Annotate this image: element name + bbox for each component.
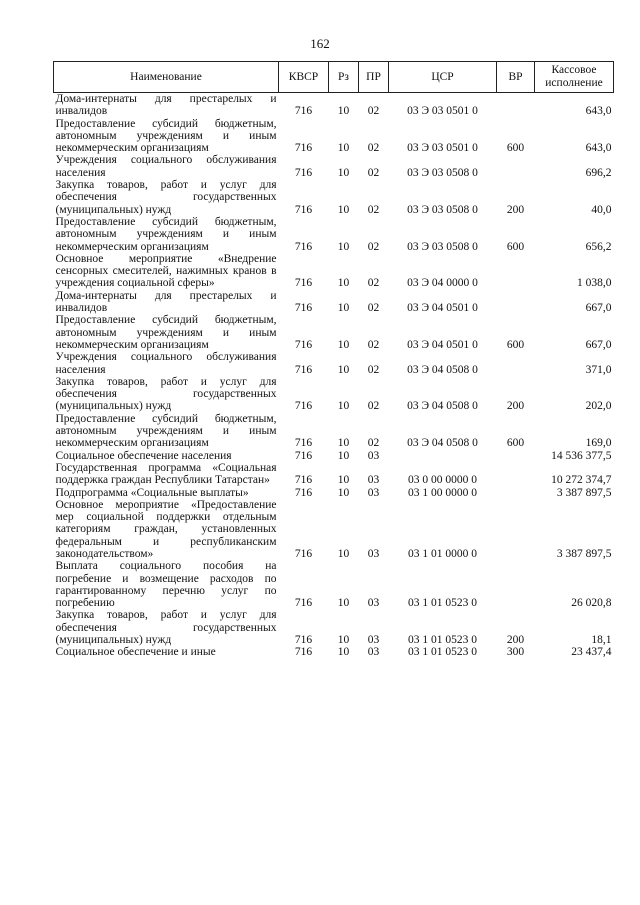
table-row xyxy=(54,118,614,155)
cell-vr xyxy=(497,351,535,376)
cell-name: Предоставление субсидий бюджетным, автономным учреждениям и иным некоммерческим организациям xyxy=(55,215,277,253)
cell-kvsr: 716 xyxy=(294,400,313,413)
cell-name: Социальное обеспечение и иные xyxy=(55,646,216,659)
header-vr: ВР xyxy=(497,62,535,93)
cell-name: Выплата социального пособия на погребение и возмещение расходов по гарантированному перечню услуг по погребению xyxy=(55,560,277,610)
cell-pr: 03 xyxy=(367,597,380,610)
table-row xyxy=(54,93,614,118)
cell-vr xyxy=(497,499,535,560)
cell-vr xyxy=(497,560,535,609)
cell-name: Предоставление субсидий бюджетным, автономным учреждениям и иным некоммерческим организациям xyxy=(55,314,277,351)
cell-kvsr: 716 xyxy=(294,634,313,647)
cell-vr xyxy=(497,290,535,315)
cell-kvsr: 716 xyxy=(294,240,313,253)
cell-kvsr: 716 xyxy=(294,277,313,290)
cell-amount: 3 387 897,5 xyxy=(556,486,612,499)
cell-kvsr: 716 xyxy=(294,105,313,118)
cell-csr: 03 Э 03 0501 0 xyxy=(407,105,478,118)
table-row xyxy=(54,487,614,499)
cell-kvsr: 716 xyxy=(294,547,313,560)
cell-name: Закупка товаров, работ и услуг для обеспечения государственных (муниципальных) нужд xyxy=(55,609,277,647)
cell-csr: 03 1 01 0523 0 xyxy=(408,646,477,659)
cell-vr xyxy=(497,253,535,290)
cell-name: Основное мероприятие «Предоставление мер социальной поддержки отдельным категориям граждан, установленных федеральным и республиканским законодательством» xyxy=(55,498,277,560)
cell-amount: 371,0 xyxy=(585,363,612,376)
cell-pr: 03 xyxy=(367,547,380,560)
cell-amount: 18,1 xyxy=(591,634,612,647)
table-row xyxy=(54,609,614,646)
cell-pr: 03 xyxy=(367,646,380,659)
cell-csr: 03 Э 03 0501 0 xyxy=(407,142,478,155)
cell-kvsr: 716 xyxy=(294,449,313,462)
cell-csr: 03 Э 04 0000 0 xyxy=(407,277,478,290)
cell-vr: 200 xyxy=(506,634,525,647)
cell-amount: 14 536 377,5 xyxy=(551,449,612,462)
cell-csr: 03 Э 04 0508 0 xyxy=(407,437,478,450)
table-header-row xyxy=(54,62,614,93)
cell-name: Основное мероприятие «Внедрение сенсорных смесителей, нажимных кранов в учреждения социальной сферы» xyxy=(55,252,277,290)
cell-rz: 10 xyxy=(337,634,350,647)
cell-kvsr: 716 xyxy=(294,646,313,659)
cell-csr: 03 1 01 0000 0 xyxy=(408,547,477,560)
header-rz: Рз xyxy=(329,62,359,93)
cell-amount: 667,0 xyxy=(585,302,612,315)
cell-pr: 02 xyxy=(367,277,380,290)
cell-kvsr: 716 xyxy=(294,302,313,315)
cell-amount: 26 020,8 xyxy=(571,597,612,610)
cell-vr: 200 xyxy=(506,400,525,413)
cell-vr xyxy=(497,93,535,118)
cell-csr: 03 Э 04 0508 0 xyxy=(407,400,478,413)
table-row xyxy=(54,560,614,609)
cell-vr: 200 xyxy=(506,203,525,216)
table-row xyxy=(54,376,614,413)
cell-amount: 10 272 374,7 xyxy=(551,474,612,487)
cell-kvsr: 716 xyxy=(294,166,313,179)
cell-rz: 10 xyxy=(337,240,350,253)
cell-vr xyxy=(497,154,535,179)
cell-kvsr: 716 xyxy=(294,486,313,499)
cell-vr: 600 xyxy=(506,240,525,253)
cell-rz: 10 xyxy=(337,449,350,462)
cell-csr: 03 1 00 0000 0 xyxy=(408,486,477,499)
table-row xyxy=(54,646,614,658)
cell-amount: 643,0 xyxy=(585,105,612,118)
cell-vr: 600 xyxy=(506,142,525,155)
cell-kvsr: 716 xyxy=(294,363,313,376)
cell-amount: 667,0 xyxy=(585,338,612,351)
cell-rz: 10 xyxy=(337,277,350,290)
cell-vr xyxy=(497,462,535,487)
page-number: 162 xyxy=(310,36,330,51)
cell-amount: 1 038,0 xyxy=(577,277,612,290)
cell-name: Учреждения социального обслуживания населения xyxy=(55,351,277,376)
cell-csr: 03 Э 04 0501 0 xyxy=(407,302,478,315)
cell-name: Социальное обеспечение населения xyxy=(55,449,232,462)
cell-name: Учреждения социального обслуживания населения xyxy=(55,154,277,179)
cell-amount: 23 437,4 xyxy=(571,646,612,659)
table-row xyxy=(54,216,614,253)
cell-vr xyxy=(497,487,535,499)
cell-amount: 656,2 xyxy=(585,240,612,253)
cell-pr: 02 xyxy=(367,240,380,253)
table-row xyxy=(54,462,614,487)
cell-pr: 03 xyxy=(367,449,380,462)
cell-kvsr: 716 xyxy=(294,474,313,487)
cell-vr: 600 xyxy=(506,437,525,450)
table-row xyxy=(54,499,614,560)
cell-pr: 03 xyxy=(367,486,380,499)
header-pr: ПР xyxy=(359,62,389,93)
cell-csr: 03 1 01 0523 0 xyxy=(408,634,477,647)
cell-amount: 40,0 xyxy=(591,203,612,216)
cell-pr: 02 xyxy=(367,302,380,315)
cell-kvsr: 716 xyxy=(294,437,313,450)
cell-amount: 202,0 xyxy=(585,400,612,413)
cell-csr: 03 Э 04 0501 0 xyxy=(407,338,478,351)
cell-pr: 02 xyxy=(367,400,380,413)
cell-pr: 02 xyxy=(367,338,380,351)
cell-pr: 02 xyxy=(367,166,380,179)
table-row xyxy=(54,314,614,351)
cell-rz: 10 xyxy=(337,363,350,376)
table-row xyxy=(54,351,614,376)
table-row xyxy=(54,253,614,290)
cell-name: Дома-интернаты для престарелых и инвалидов xyxy=(55,93,277,118)
cell-pr: 03 xyxy=(367,474,380,487)
table-row xyxy=(54,290,614,315)
cell-rz: 10 xyxy=(337,338,350,351)
cell-name: Государственная программа «Социальная поддержка граждан Республики Татарстан» xyxy=(55,461,277,487)
cell-pr: 02 xyxy=(367,363,380,376)
cell-csr: 03 1 01 0523 0 xyxy=(408,597,477,610)
cell-kvsr: 716 xyxy=(294,338,313,351)
cell-rz: 10 xyxy=(337,474,350,487)
cell-csr: 03 Э 03 0508 0 xyxy=(407,166,478,179)
cell-csr: 03 Э 04 0508 0 xyxy=(407,363,478,376)
header-kvsr: КВСР xyxy=(279,62,329,93)
header-csr: ЦСР xyxy=(389,62,497,93)
cell-rz: 10 xyxy=(337,437,350,450)
cell-pr: 02 xyxy=(367,142,380,155)
header-name: Наименование xyxy=(54,62,279,93)
cell-vr: 600 xyxy=(506,338,525,351)
cell-pr: 02 xyxy=(367,105,380,118)
table-row xyxy=(54,179,614,216)
cell-amount: 696,2 xyxy=(585,166,612,179)
cell-pr: 02 xyxy=(367,203,380,216)
cell-rz: 10 xyxy=(337,142,350,155)
cell-csr: 03 0 00 0000 0 xyxy=(408,474,477,487)
cell-rz: 10 xyxy=(337,547,350,560)
budget-execution-table xyxy=(53,61,614,659)
table-row xyxy=(54,154,614,179)
cell-rz: 10 xyxy=(337,486,350,499)
cell-csr xyxy=(389,450,497,462)
cell-pr: 02 xyxy=(367,437,380,450)
cell-amount: 169,0 xyxy=(585,437,612,450)
cell-csr: 03 Э 03 0508 0 xyxy=(407,240,478,253)
cell-csr: 03 Э 03 0508 0 xyxy=(407,203,478,216)
cell-name: Подпрограмма «Социальные выплаты» xyxy=(55,486,249,499)
cell-pr: 03 xyxy=(367,634,380,647)
cell-rz: 10 xyxy=(337,597,350,610)
cell-amount: 3 387 897,5 xyxy=(556,547,612,560)
cell-name: Предоставление субсидий бюджетным, автономным учреждениям и иным некоммерческим организациям xyxy=(55,117,277,155)
cell-name: Закупка товаров, работ и услуг для обеспечения государственных (муниципальных) нужд xyxy=(55,179,277,216)
header-amount: Кассовое исполнение xyxy=(535,62,614,93)
cell-kvsr: 716 xyxy=(294,142,313,155)
cell-name: Предоставление субсидий бюджетным, автономным учреждениям и иным некоммерческим организациям xyxy=(55,412,277,450)
table-row xyxy=(54,450,614,462)
cell-rz: 10 xyxy=(337,400,350,413)
cell-name: Дома-интернаты для престарелых и инвалидов xyxy=(55,289,277,315)
cell-rz: 10 xyxy=(337,646,350,659)
table-body xyxy=(54,93,614,659)
cell-name: Закупка товаров, работ и услуг для обеспечения государственных (муниципальных) нужд xyxy=(55,375,277,413)
cell-rz: 10 xyxy=(337,203,350,216)
cell-vr: 300 xyxy=(506,646,525,659)
cell-vr xyxy=(497,450,535,462)
cell-kvsr: 716 xyxy=(294,597,313,610)
cell-amount: 643,0 xyxy=(585,142,612,155)
cell-rz: 10 xyxy=(337,105,350,118)
cell-rz: 10 xyxy=(337,166,350,179)
cell-kvsr: 716 xyxy=(294,203,313,216)
cell-rz: 10 xyxy=(337,302,350,315)
table-row xyxy=(54,413,614,450)
